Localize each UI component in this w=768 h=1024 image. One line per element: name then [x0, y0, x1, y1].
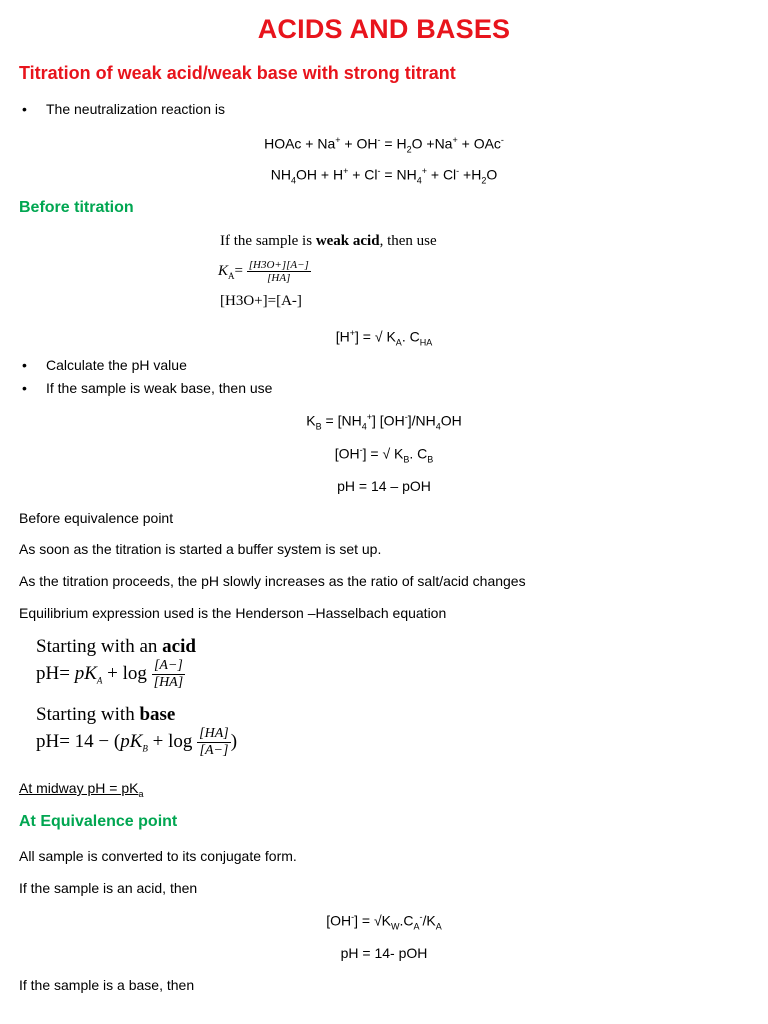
paragraph-conjugate: All sample is converted to its conjugate form. — [19, 848, 297, 864]
oh-equivalence-formula: $[OH^-] = √K_W.C_A^-/K_A$ — [326, 912, 442, 932]
weak-acid-formula-image: If the sample is weak acid, then use $K_A=$ $\frac{[H3O+][A-]}{[HA]}$ [H3O+]=[A-] — [218, 233, 437, 309]
bullet-neutralization — [22, 101, 225, 117]
bullet-calculate-ph: • Calculate the pH value — [22, 357, 187, 373]
paragraph-if-acid: If the sample is an acid, then — [19, 880, 198, 896]
ph-poh-formula: pH = 14 – pOH — [337, 478, 431, 494]
paragraph-ph-increase: As the titration proceeds, the pH slowly increases as the ratio of salt/acid changes — [19, 573, 526, 589]
kb-formula: $K_B = [NH_4^+]$ $[OH^-]/NH_4OH$ — [306, 412, 462, 432]
paragraph-buffer: As soon as the titration is started a buffer system is set up. — [19, 541, 382, 557]
henderson-hasselbach-image: Starting with an acid $pH= pK_A + \log$ $\frac{[A-]}{[HA]}$ Starting with base $pH= 14 - (pK_B + \log$ $\frac{[HA]}{[A-]}$ ) — [36, 636, 238, 758]
section-subtitle: Titration of weak acid/weak base with strong titrant — [19, 63, 456, 83]
paragraph-if-base: If the sample is a base, then — [19, 977, 195, 993]
h-ion-formula: [H+] = √ $K_A$. $C_{HA}$ — [335, 328, 433, 348]
heading-before-titration: Before titration — [19, 199, 134, 216]
midway-ph: At midway pH = $pK_a$ — [19, 780, 144, 799]
bullet-text: The neutralization reaction is — [46, 101, 225, 117]
oh-formula: [OH-] = √ $K_B$. $C_B$ — [334, 445, 434, 465]
equation-ammonium: $NH_4OH + H^+ + Cl^- = NH_4^+ + Cl^- +H_2O$ — [270, 166, 498, 186]
paragraph-henderson: Equilibrium expression used is the Henderson –Hasselbach equation — [19, 605, 447, 621]
heading-equivalence: At Equivalence point — [19, 813, 178, 830]
ph-equivalence-formula: pH = 14- pOH — [340, 945, 428, 961]
bullet-icon: • — [22, 380, 27, 396]
bullet-icon: • — [22, 101, 27, 117]
bullet-icon: • — [22, 357, 27, 373]
equation-acetic: HOAc + $Na^+ + OH^- = H_2O +Na^+ + OAc^-$ — [264, 135, 504, 155]
page-title: ACIDS AND BASES — [257, 14, 511, 44]
bullet-weak-base: • If the sample is weak base, then use — [22, 380, 273, 396]
paragraph-before-equivalence: Before equivalence point — [19, 510, 174, 526]
